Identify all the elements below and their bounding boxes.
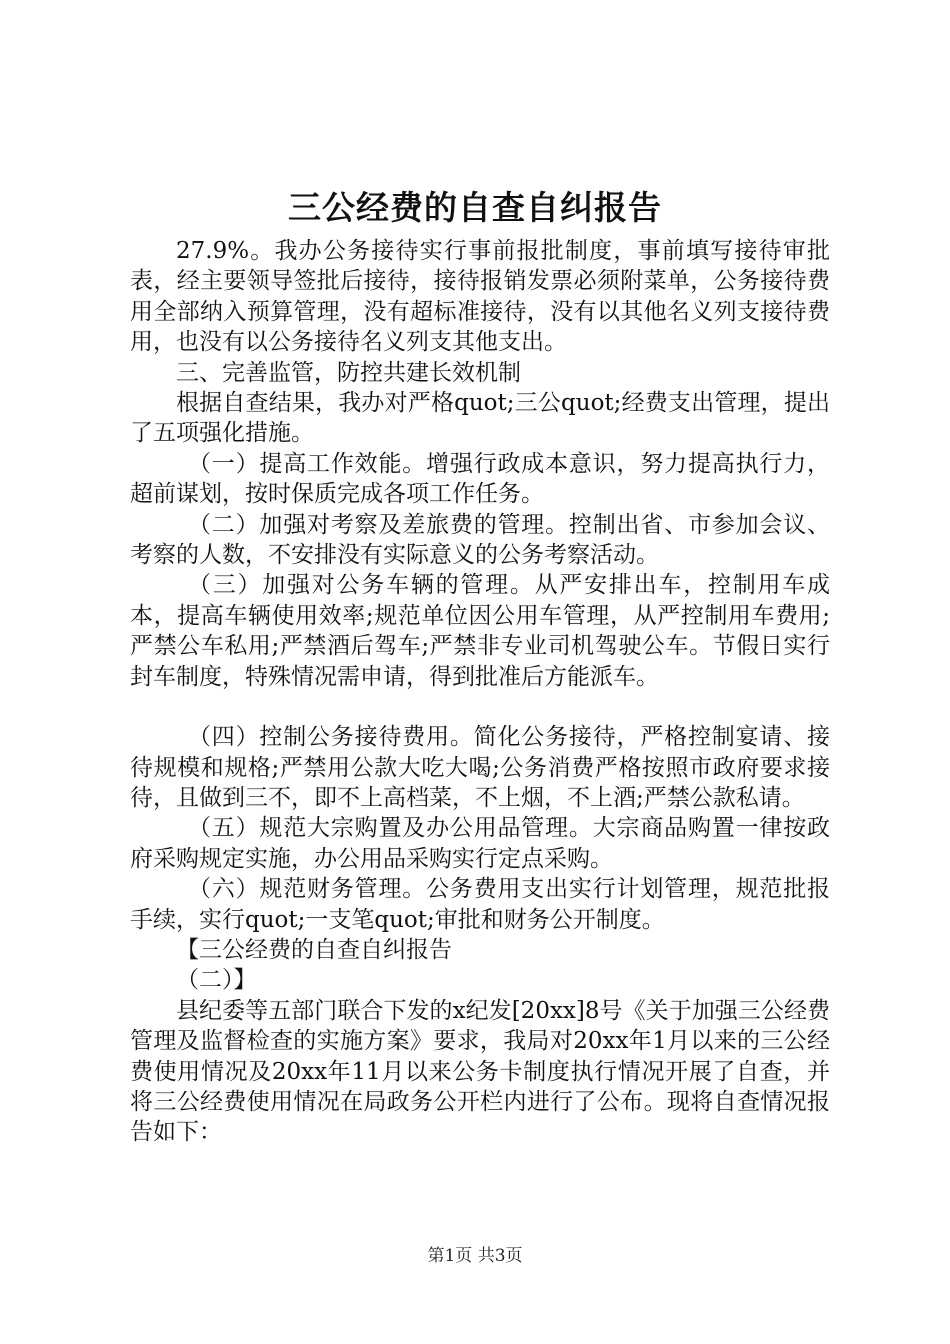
document-body — [130, 236, 830, 1148]
page-number-footer: 第1页 共3页 — [427, 1246, 523, 1266]
paragraph-self-inspection-intro: 县纪委等五部门联合下发的x纪发[20xx]8号《关于加强三公经费管理及监督检查的实施方案》要求，我局对20xx年1月以来的三公经费使用情况及20xx年11月以来公务卡制度执行情况开展了自查，并将三公经费使用情况在局政务公开栏内进行了公布。现将自查情况报告如下： — [130, 997, 830, 1146]
second-report-number: （二）】 — [176, 967, 257, 994]
measure-item-4: （四）控制公务接待费用。简化公务接待，严格控制宴请、接待规模和规格;严禁用公款大吃大喝;公务消费严格按照市政府要求接待，且做到三不，即不上高档菜，不上烟，不上酒;严禁公款私请。 — [130, 724, 830, 811]
paragraph-reception-policy: 27.9%。我办公务接待实行事前报批制度，事前填写接待审批表，经主要领导签批后接待，接待报销发票必须附菜单，公务接待费用全部纳入预算管理，没有超标准接待，没有以其他名义列支接待费用，也没有以公务接待名义列支其他支出。 — [130, 238, 830, 356]
section-heading-supervision: 三、完善监管，防控共建长效机制 — [176, 359, 521, 386]
paragraph-measures-intro: 根据自查结果，我办对严格quot;三公quot;经费支出管理，提出了五项强化措施。 — [130, 390, 830, 447]
measure-item-3: （三）加强对公务车辆的管理。从严安排出车，控制用车成本，提高车辆使用效率;规范单位因公用车管理，从严控制用车费用;严禁公车私用;严禁酒后驾车;严禁非专业司机驾驶公车。节假日实行封车制度，特殊情况需申请，得到批准后方能派车。 — [130, 572, 830, 690]
document-title: 三公经费的自查自纠报告 — [288, 188, 662, 227]
measure-item-1: （一）提高工作效能。增强行政成本意识，努力提高执行力，超前谋划，按时保质完成各项工作任务。 — [130, 450, 830, 508]
measure-item-2: （二）加强对考察及差旅费的管理。控制出省、市参加会议、考察的人数，不安排没有实际意义的公务考察活动。 — [130, 511, 830, 569]
measure-item-5: （五）规范大宗购置及办公用品管理。大宗商品购置一律按政府采购规定实施，办公用品采购实行定点采购。 — [130, 815, 830, 872]
measure-item-6: （六）规范财务管理。公务费用支出实行计划管理，规范批报手续，实行quot;一支笔quot;审批和财务公开制度。 — [130, 876, 830, 933]
second-report-title: 【三公经费的自查自纠报告 — [176, 936, 452, 963]
